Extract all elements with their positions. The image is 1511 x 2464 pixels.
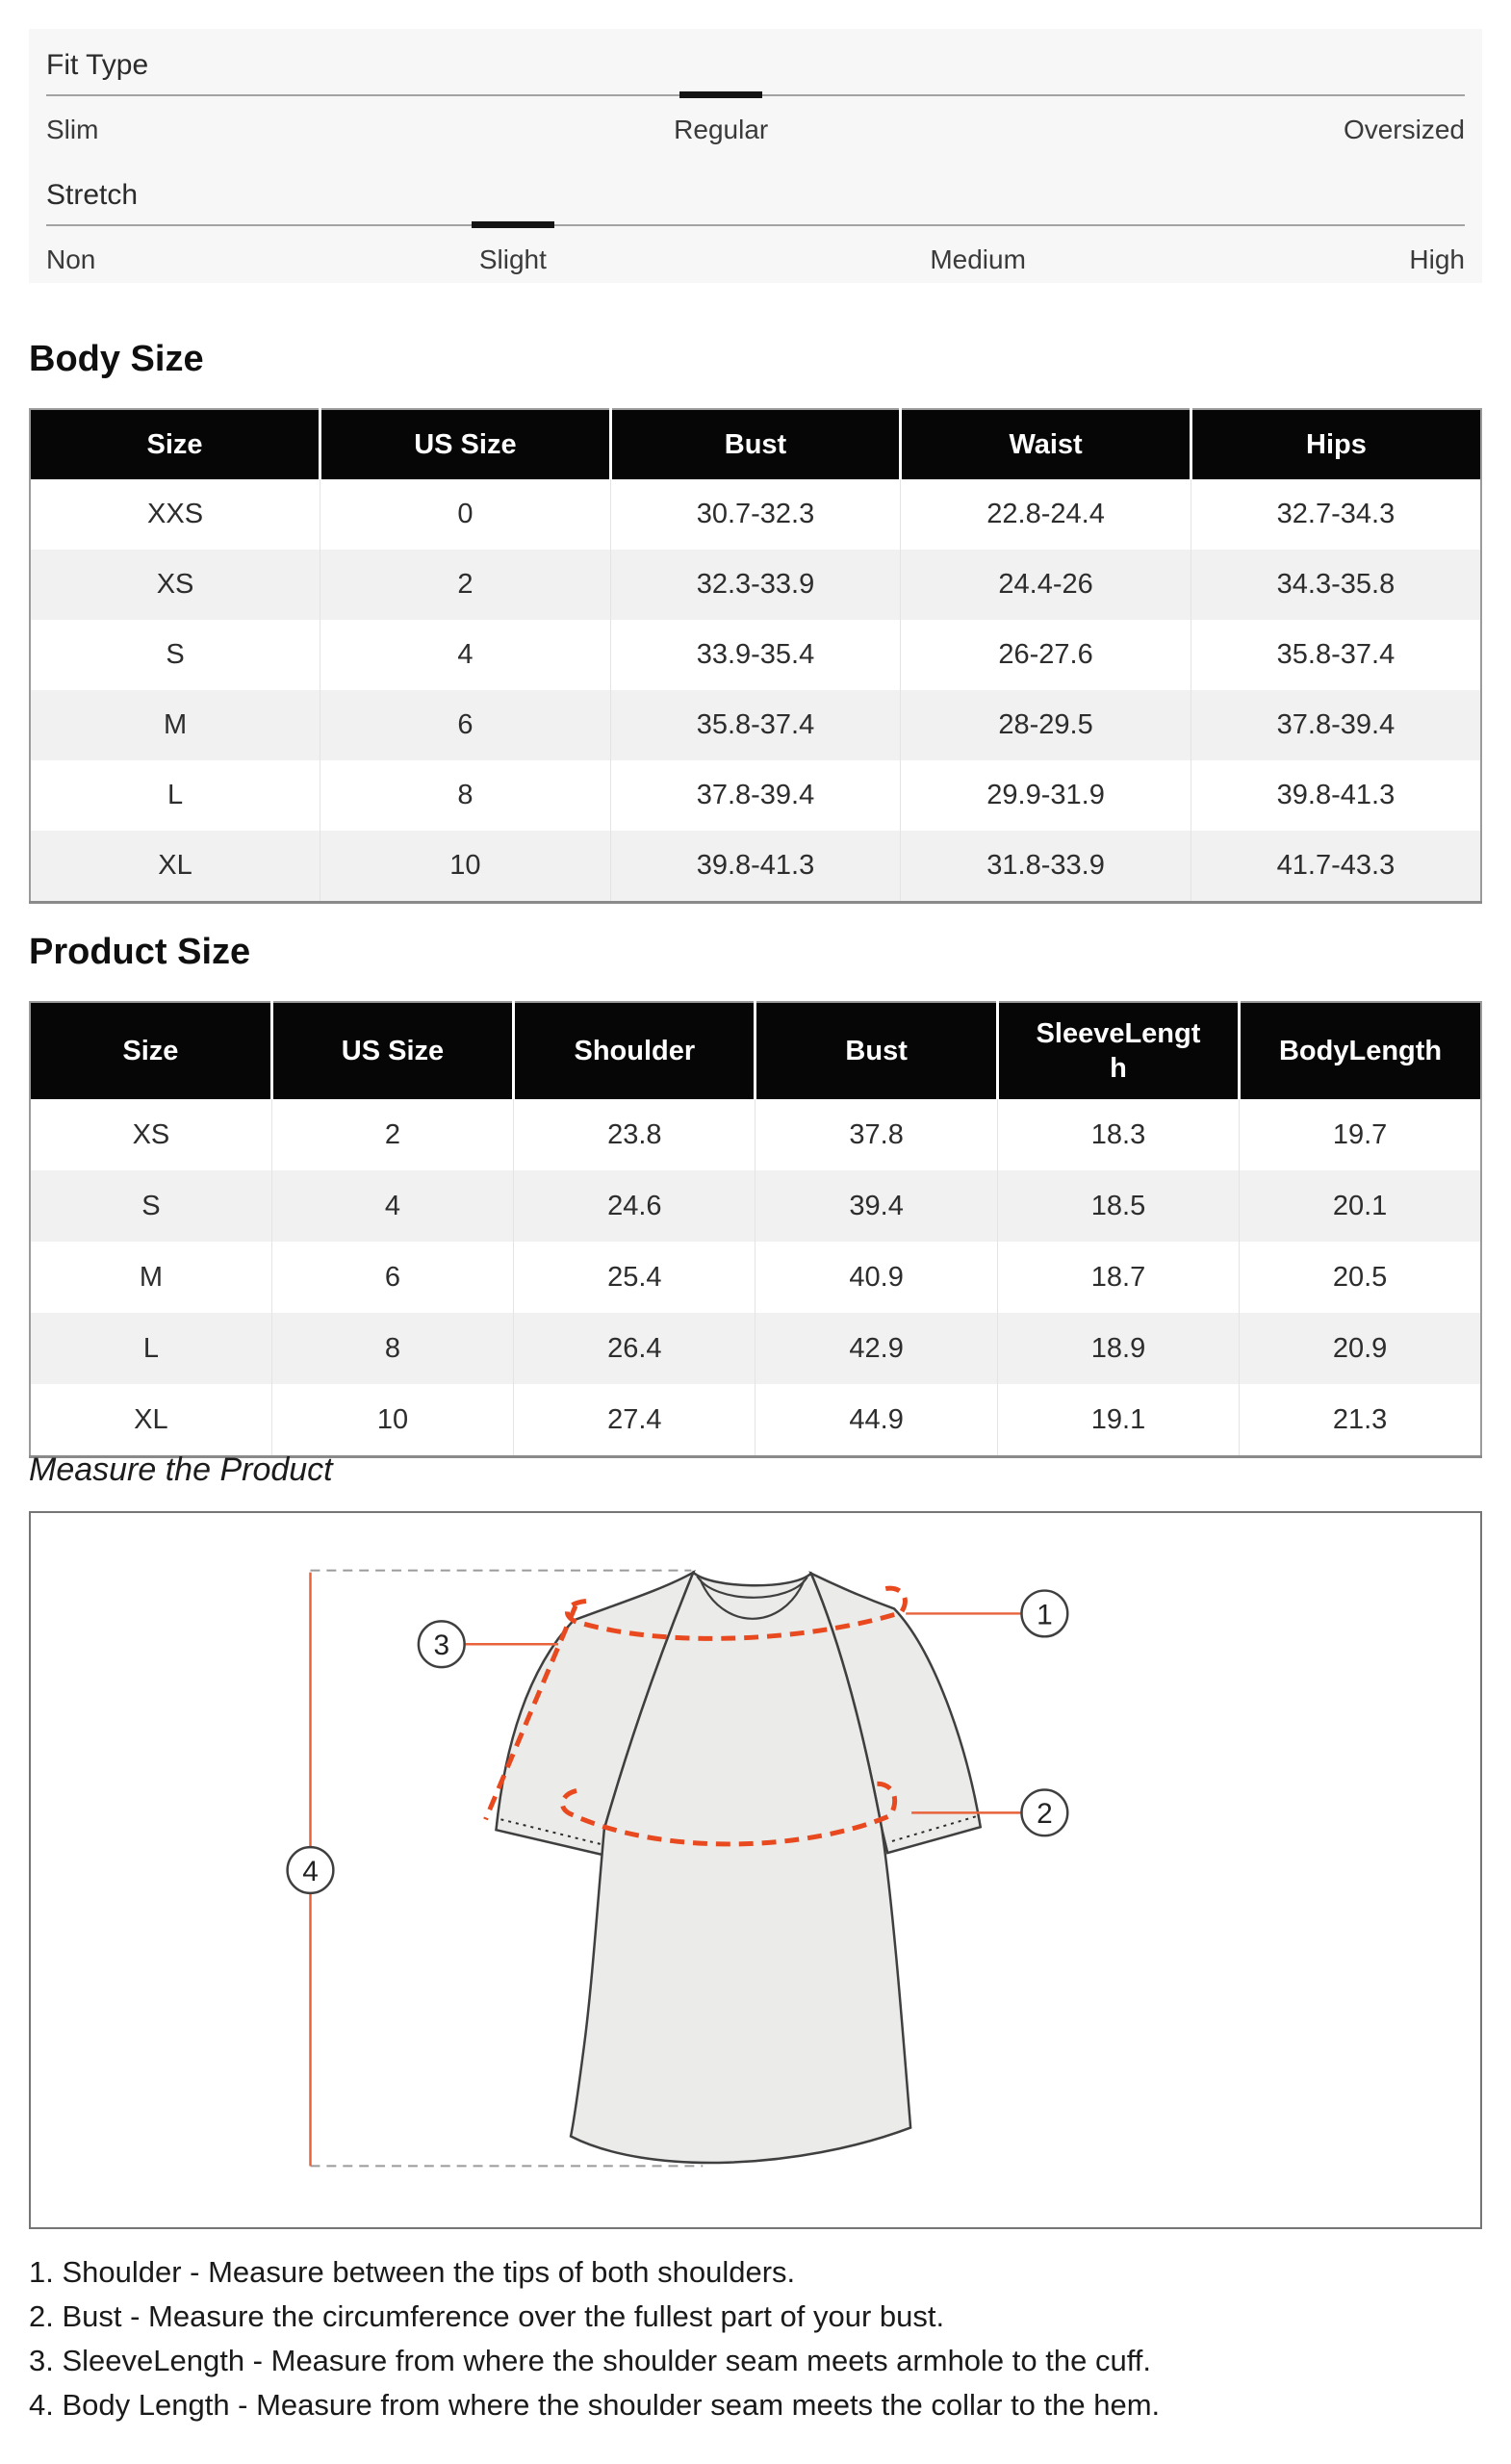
- table-cell: 6: [320, 690, 611, 760]
- table-row: [30, 620, 1481, 690]
- table-row: [30, 1099, 1481, 1170]
- table-cell: 23.8: [514, 1099, 756, 1170]
- scale-option-slight: Slight: [479, 244, 547, 276]
- measure-product-title: Measure the Product: [29, 1451, 333, 1488]
- table-row: [30, 1170, 1481, 1242]
- measurement-diagram: [29, 1511, 1482, 2229]
- product-size-header-row: [30, 1002, 1481, 1099]
- table-cell: 35.8-37.4: [1191, 620, 1481, 690]
- stretch-scale: [46, 244, 1465, 276]
- body-size-table: [29, 408, 1482, 904]
- stretch-label: Stretch: [46, 179, 139, 211]
- table-cell: L: [30, 760, 320, 831]
- measurement-note: 3. SleeveLength - Measure from where the shoulder seam meets armhole to the cuff.: [29, 2344, 1151, 2377]
- scale-option-oversized: Oversized: [1343, 115, 1465, 144]
- table-cell: 0: [320, 479, 611, 550]
- table-cell: 6: [271, 1242, 513, 1313]
- table-cell: XXS: [30, 479, 320, 550]
- table-cell: 24.4-26: [901, 550, 1191, 620]
- table-cell: XL: [30, 1384, 271, 1457]
- table-row: [30, 690, 1481, 760]
- selected-value-tick: [679, 91, 762, 98]
- table-cell: 39.4: [756, 1170, 997, 1242]
- table-row: [30, 831, 1481, 903]
- table-cell: XL: [30, 831, 320, 903]
- table-cell: 41.7-43.3: [1191, 831, 1481, 903]
- selected-value-tick: [472, 221, 554, 228]
- measurement-note: 1. Shoulder - Measure between the tips of both shoulders.: [29, 2255, 796, 2289]
- table-cell: 37.8-39.4: [610, 760, 901, 831]
- table-cell: 27.4: [514, 1384, 756, 1457]
- table-cell: XS: [30, 550, 320, 620]
- table-cell: 4: [271, 1170, 513, 1242]
- tshirt-measurement-illustration: [31, 1513, 1480, 2227]
- table-cell: 20.5: [1240, 1242, 1481, 1313]
- scale-option-medium: Medium: [930, 244, 1026, 274]
- column-header-shoulder: Shoulder: [514, 1002, 756, 1099]
- table-cell: 10: [271, 1384, 513, 1457]
- table-cell: 2: [271, 1099, 513, 1170]
- stretch-scale-line: [46, 224, 1465, 226]
- column-header-us-size: US Size: [320, 409, 611, 479]
- table-row: [30, 1313, 1481, 1384]
- table-cell: L: [30, 1313, 271, 1384]
- column-header-size: Size: [30, 409, 320, 479]
- table-cell: 37.8: [756, 1099, 997, 1170]
- table-cell: S: [30, 1170, 271, 1242]
- table-cell: 18.5: [997, 1170, 1239, 1242]
- column-header-bust: Bust: [610, 409, 901, 479]
- table-row: [30, 760, 1481, 831]
- column-header-waist: Waist: [901, 409, 1191, 479]
- column-header-us-size: US Size: [271, 1002, 513, 1099]
- table-cell: 18.7: [997, 1242, 1239, 1313]
- table-cell: 31.8-33.9: [901, 831, 1191, 903]
- scale-option-high: High: [1409, 244, 1465, 274]
- marker-4-number: 4: [302, 1855, 319, 1887]
- table-row: [30, 1384, 1481, 1457]
- scale-option-non: Non: [46, 244, 96, 274]
- table-cell: 20.9: [1240, 1313, 1481, 1384]
- column-header-bust: Bust: [756, 1002, 997, 1099]
- table-cell: 2: [320, 550, 611, 620]
- table-cell: 30.7-32.3: [610, 479, 901, 550]
- column-header-size: Size: [30, 1002, 271, 1099]
- scale-option-regular: Regular: [674, 114, 768, 146]
- table-cell: 39.8-41.3: [610, 831, 901, 903]
- table-cell: M: [30, 690, 320, 760]
- table-cell: XS: [30, 1099, 271, 1170]
- table-cell: 10: [320, 831, 611, 903]
- table-cell: 37.8-39.4: [1191, 690, 1481, 760]
- table-cell: 26.4: [514, 1313, 756, 1384]
- fit-type-label: Fit Type: [46, 49, 149, 81]
- table-cell: 21.3: [1240, 1384, 1481, 1457]
- table-cell: M: [30, 1242, 271, 1313]
- table-cell: 34.3-35.8: [1191, 550, 1481, 620]
- column-header-sleevelength: SleeveLength: [997, 1002, 1239, 1099]
- table-cell: 8: [271, 1313, 513, 1384]
- table-cell: 44.9: [756, 1384, 997, 1457]
- scale-option-slim: Slim: [46, 115, 99, 144]
- table-cell: 19.7: [1240, 1099, 1481, 1170]
- table-row: [30, 1242, 1481, 1313]
- table-cell: 32.7-34.3: [1191, 479, 1481, 550]
- body-size-header-row: [30, 409, 1481, 479]
- table-cell: S: [30, 620, 320, 690]
- table-cell: 19.1: [997, 1384, 1239, 1457]
- tshirt-outline: [496, 1573, 980, 2163]
- product-size-table: [29, 1001, 1482, 1458]
- table-row: [30, 479, 1481, 550]
- table-cell: 22.8-24.4: [901, 479, 1191, 550]
- body-size-heading: Body Size: [29, 339, 204, 379]
- table-cell: 24.6: [514, 1170, 756, 1242]
- marker-1-number: 1: [1037, 1599, 1053, 1631]
- column-header-bodylength: BodyLength: [1240, 1002, 1481, 1099]
- table-cell: 35.8-37.4: [610, 690, 901, 760]
- table-cell: 29.9-31.9: [901, 760, 1191, 831]
- measurement-note: 4. Body Length - Measure from where the shoulder seam meets the collar to the hem.: [29, 2388, 1161, 2422]
- marker-3-number: 3: [433, 1630, 450, 1662]
- table-cell: 32.3-33.9: [610, 550, 901, 620]
- table-cell: 39.8-41.3: [1191, 760, 1481, 831]
- table-cell: 28-29.5: [901, 690, 1191, 760]
- table-cell: 20.1: [1240, 1170, 1481, 1242]
- table-cell: 4: [320, 620, 611, 690]
- table-cell: 26-27.6: [901, 620, 1191, 690]
- table-row: [30, 550, 1481, 620]
- column-header-hips: Hips: [1191, 409, 1481, 479]
- table-cell: 18.3: [997, 1099, 1239, 1170]
- table-cell: 40.9: [756, 1242, 997, 1313]
- measurement-notes: [29, 2250, 1482, 2427]
- table-cell: 8: [320, 760, 611, 831]
- fit-attributes-panel: [29, 29, 1482, 283]
- table-cell: 42.9: [756, 1313, 997, 1384]
- table-cell: 25.4: [514, 1242, 756, 1313]
- product-size-heading: Product Size: [29, 932, 251, 972]
- measurement-note: 2. Bust - Measure the circumference over the fullest part of your bust.: [29, 2299, 945, 2333]
- marker-2-number: 2: [1037, 1798, 1053, 1831]
- fit-type-scale: [46, 114, 1465, 146]
- table-cell: 18.9: [997, 1313, 1239, 1384]
- table-cell: 33.9-35.4: [610, 620, 901, 690]
